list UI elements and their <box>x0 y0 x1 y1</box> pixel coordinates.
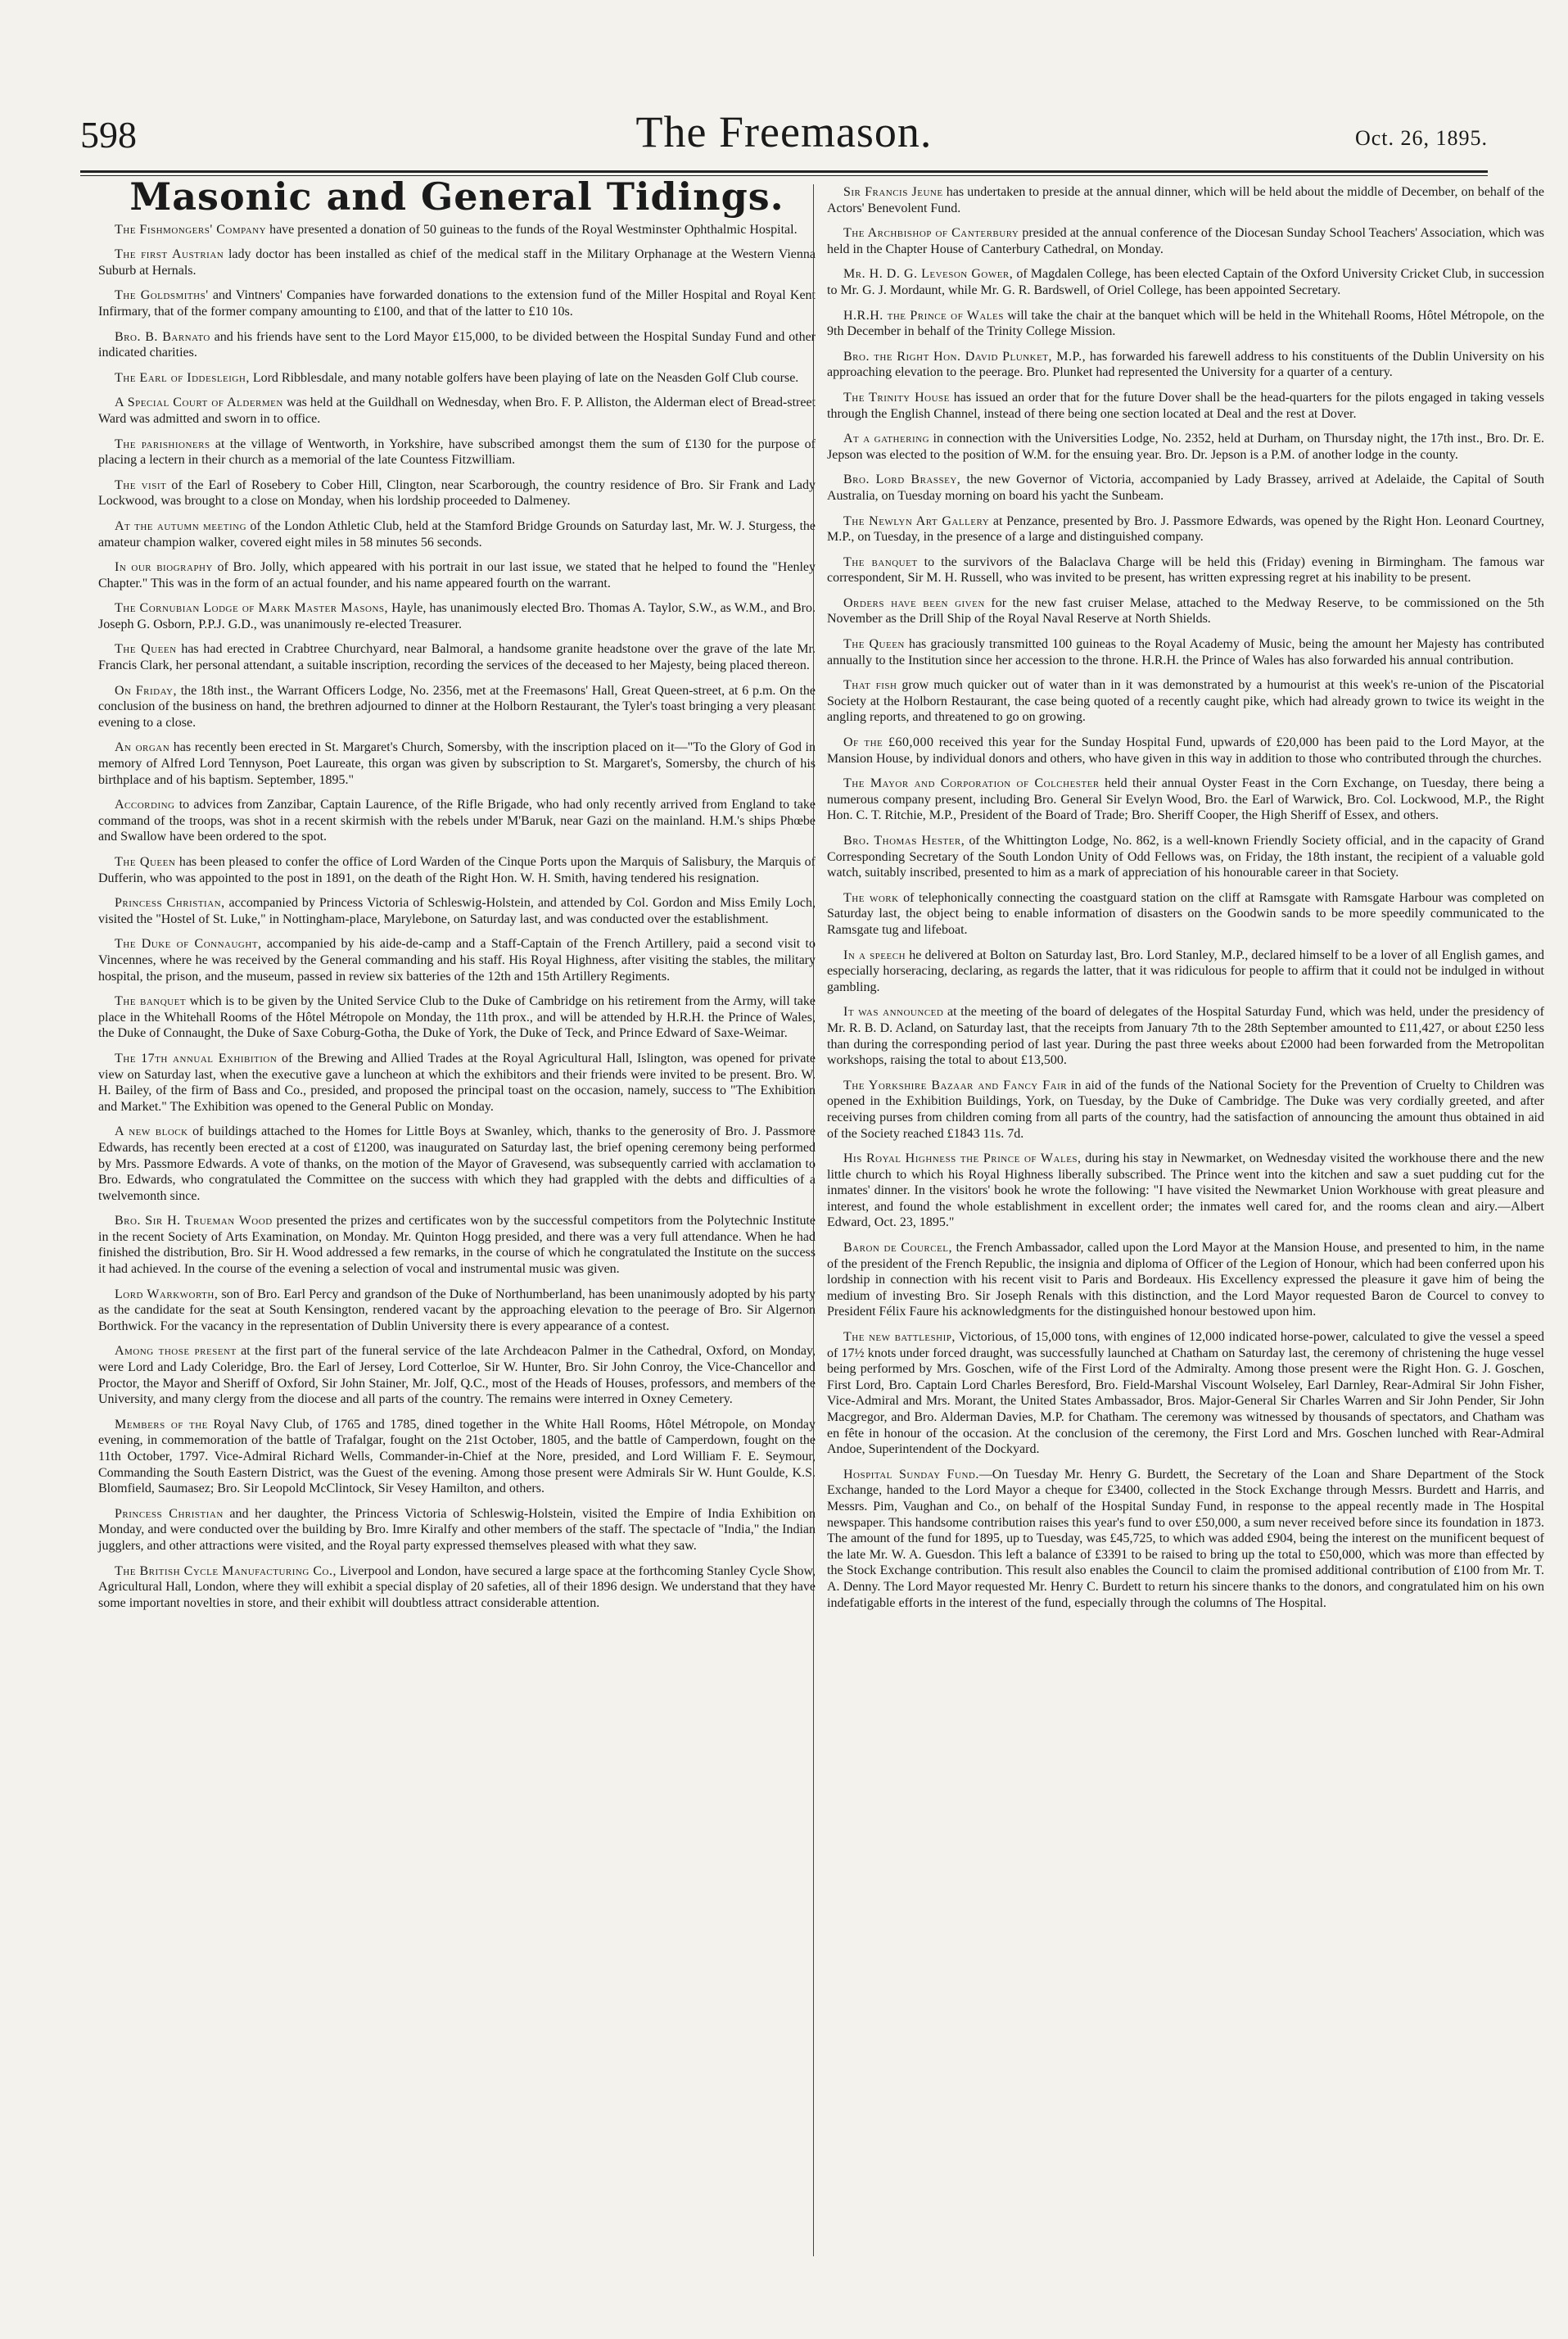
news-paragraph <box>827 1329 1544 1458</box>
paragraph-text: has recently been erected in St. Margaret's Church, Somersby, with the inscription placed on it—"To the Glory of God in memory of Alfred Lord Tennyson, Poet Laureate, this organ was given by subscription to St. Margaret's, Somersby, the church of his birthplace and of his baptism. September, 1895." <box>98 740 816 787</box>
news-paragraph <box>98 1213 816 1277</box>
paragraph-lead: At the autumn meeting <box>115 518 247 533</box>
paragraph-lead: The Fishmongers' Company <box>115 222 267 237</box>
paragraph-lead: The Earl of Iddesleigh, <box>115 370 250 385</box>
paragraph-lead: The first Austrian <box>115 247 224 262</box>
paragraph-text: Royal Navy Club, of 1765 and 1785, dined together in the White Hall Rooms, Hôtel Métropole, on Monday evening, in commemoration of the battle of Trafalgar, fought on the 21st October, 1805, and the battle of Camperdown, fought on the 11th October, 1797. Vice-Admiral Richard Wells, Commander-in-Chief at the Nore, presided, and Lord William F. E. Seymour, Commanding the South Eastern District, was the Guest of the evening. Among those present were Admirals Sir W. Hunt Goulde, K.S. Blomfield, Saumasez; Bro. Sir Leopold McClintock, Sir Vesey Hamilton, and others. <box>98 1417 816 1496</box>
paragraph-text: will take the chair at the banquet which will be held in the Whitehall Rooms, Hôtel Métropole, on the 9th December in behalf of the Trinity College Mission. <box>827 308 1544 339</box>
paragraph-text: in connection with the Universities Lodge, No. 2352, held at Durham, on Thursday night, the 17th inst., Bro. Dr. E. Jepson was elected to the position of W.M. for the ensuing year. Bro. Dr. Jepson is a P.M. of another lodge in the county. <box>827 432 1545 462</box>
paragraph-text: was held at the Guildhall on Wednesday, when Bro. F. P. Alliston, the Alderman elect of Bread-street Ward was admitted and sworn in to office. <box>98 396 816 426</box>
paragraph-text: has graciously transmitted 100 guineas to the Royal Academy of Music, being the amount her Majesty has contributed annually to the Institution since her accession to the throne. H.R.H. the Prince of Wales has also forwarded his annual contribution. <box>827 637 1544 667</box>
news-paragraph <box>827 735 1544 767</box>
paragraph-lead: Orders have been given <box>843 595 985 610</box>
paragraph-lead: The new battleship, <box>843 1330 956 1345</box>
paragraph-text: during his stay in Newmarket, on Wednesday visited the workhouse there and the new little church to which his Royal Highness liberally subscribed. The Prince went into the kitchen and saw a suet pudding cut for the inmates' dinner. In the visitors' book he wrote the following: "I have visited the Newmarket Union Workhouse with great pleasure and interest, and found the whole establishment in excellent order; the inmates well cared for, and the rooms clean and airy.—Albert Edward, Oct. 23, 1895." <box>827 1151 1544 1230</box>
news-paragraph <box>827 890 1544 939</box>
paragraph-lead: Sir Francis Jeune <box>843 185 943 199</box>
header-rule <box>80 170 1488 173</box>
paragraph-lead: The Queen <box>115 642 177 657</box>
paragraph-text: the 18th inst., the Warrant Officers Lodge, No. 2356, met at the Freemasons' Hall, Great Queen-street, at 6 p.m. On the conclusion of the business on hand, the brethren adjourned to dinner at the Holborn Restaurant, the Tyler's toast bringing a very pleasant evening to a close. <box>98 683 816 730</box>
news-paragraph <box>98 395 816 427</box>
news-paragraph <box>827 472 1544 504</box>
paragraph-lead: The 17th annual Exhibition <box>115 1051 278 1065</box>
paragraph-lead: On Friday, <box>115 683 177 698</box>
news-paragraph <box>827 1151 1544 1231</box>
paragraph-text: at the first part of the funeral service of the late Archdeacon Palmer in the Cathedral, Oxford, on Monday, were Lord and Lady Coleridge, Bro. the Earl of Jersey, Lord Cotterloe, Sir W. Hunter, Bro. Sir John Conroy, the Vice-Chancellor and Proctor, the Mayor and Sheriff of Oxford, Sir John Stainer, Mr. Jolf, Q.C., most of the Heads of Houses, professors, and members of the University, and many clergy from the diocese and all parts of the country. The remains were interred in Oxney Cemetery. <box>98 1344 816 1407</box>
news-paragraph <box>827 431 1544 463</box>
column-divider <box>813 184 814 2256</box>
news-paragraph <box>98 683 816 731</box>
paragraph-lead: The Trinity House <box>843 390 950 405</box>
paragraph-lead: Lord Warkworth, <box>115 1287 219 1301</box>
news-paragraph <box>98 993 816 1042</box>
page-header <box>80 106 1488 164</box>
paragraph-text: Victorious, of 15,000 tons, with engines of 12,000 indicated horse-power, calculated to give the vessel a speed of 17½ knots under forced draught, was successfully launched at Chatham on Saturday last, the ceremony of christening the huge vessel being performed by Mrs. Goschen, wife of the First Lord of the Admiralty. Among those present were the Right Hon. G. J. Goschen, First Lord, Bro. Captain Lord Charles Beresford, Bro. Field-Marshal Viscount Wolseley, Earl Darnley, Rear-Admiral Sir John Fisher, Vice-Admiral and Mrs. Morant, the United States Ambassador, Bros. Major-General Sir Charles Warren and Sir John Pender, Sir John Macgregor, and Bro. Alderman Davies, M.P. for Chatham. The ceremony was witnessed by thousands of spectators, and Chatham was en fête in honour of the occasion. At the conclusion of the ceremony, the First Lord and Mrs. Goschen lunched with Rear-Admiral Andoe, Superintendent of the Dockyard. <box>827 1330 1545 1457</box>
paragraph-text: accompanied by his aide-de-camp and a Staff-Captain of the French Artillery, paid a second visit to Vincennes, where he was received by the General commanding and his staff. His Royal Highness, after visiting the stables, the military hospital, the prison, and the museum, passed in review six batteries of the 12th and 15th Artillery Regiments. <box>98 937 816 984</box>
news-paragraph <box>98 247 816 278</box>
paragraph-text: he delivered at Bolton on Saturday last, Bro. Lord Stanley, M.P., declared himself to be a lover of all English games, and especially horseracing, declaring, as regards the latter, that it was ridiculous for people to affirm that it could not be indulged in without gambling. <box>827 948 1545 994</box>
paragraph-lead: H.R.H. the Prince of Wales <box>843 308 1004 323</box>
news-paragraph <box>98 641 816 673</box>
paragraph-text: in aid of the funds of the National Society for the Prevention of Cruelty to Children was opened in the Exhibition Buildings, York, on Tuesday, by the Duke of Cambridge. The Duke was very cordially greeted, and after receiving purses from children coming from all parts of the country, had the satisfaction of announcing the amount thus obtained in aid of the Society reached £1843 11s. 7d. <box>827 1078 1545 1141</box>
news-paragraph <box>98 370 816 387</box>
paragraph-text: —On Tuesday Mr. Henry G. Burdett, the Secretary of the Loan and Share Department of the Stock Exchange, handed to the Lord Mayor a cheque for £3400, collected in the Stock Exchange through Messrs. Burdett and Harris, and Messrs. Pim, Vaughan and Co., on behalf of the Hospital Sunday Fund, in response to the appeal recently made in The Hospital newspaper. This handsome contribution raises this year's fund to over £50,000, a sum never received before since its foundation in 1873. The amount of the fund for 1895, up to Tuesday, was £45,725, to which was added £904, being the interest on the munificent bequest of the late Mr. W. A. Guesdon. This left a balance of £3391 to be raised to bring up the total to £50,000, which was more than effected by the Stock Exchange contribution. This result also enables the Council to claim the promised additional contribution of £100 from Mr. T. A. Denny. The Lord Mayor requested Mr. Henry C. Burdett to return his sincere thanks to the donors, and congratulated him on his own indefatigable efforts in the interest of the fund, especially through the columns of The Hospital. <box>827 1467 1544 1610</box>
paragraph-lead: In our biography <box>115 560 213 575</box>
paragraph-text: presided at the annual conference of the Diocesan Sunday School Teachers' Association, which was held in the Chapter House of Canterbury Cathedral, on Monday. <box>827 226 1544 256</box>
paragraph-lead: Bro. B. Barnato <box>115 329 210 344</box>
paragraph-text: and her daughter, the Princess Victoria of Schleswig-Holstein, visited the Empire of India Exhibition on Monday, and were conducted over the building by Bro. Imre Kiralfy and other members of the staff. The spectacle of "India," the Indian jugglers, and other attractions were visited, and the Royal party expressed themselves pleased with what they saw. <box>98 1506 816 1553</box>
news-paragraph <box>827 776 1544 824</box>
paragraph-lead: Mr. H. D. G. Leveson Gower, <box>843 267 1014 282</box>
paragraph-lead: The Yorkshire Bazaar and Fancy Fair <box>843 1078 1068 1093</box>
news-paragraph <box>98 797 816 845</box>
news-paragraph <box>98 1124 816 1204</box>
paragraph-lead: Among those present <box>115 1344 237 1359</box>
right-column <box>827 184 1544 1620</box>
paragraph-text: has issued an order that for the future Dover shall be the head-quarters for the pilots engaged in taking vessels through the English Channel, instead of there being one section located at Deal and the rest at Dover. <box>827 390 1544 421</box>
paragraph-lead: The Cornubian Lodge of Mark Master Masons, <box>115 601 389 616</box>
news-paragraph <box>827 833 1544 881</box>
news-paragraph <box>827 1078 1544 1142</box>
page-number: 598 <box>80 114 137 156</box>
news-paragraph <box>98 1343 816 1407</box>
news-paragraph <box>98 287 816 319</box>
paragraph-lead: The work <box>843 890 899 905</box>
news-paragraph <box>98 1417 816 1497</box>
news-paragraph <box>827 595 1544 627</box>
issue-date: Oct. 26, 1895. <box>1354 126 1488 150</box>
paragraph-text: Lord Ribblesdale, and many notable golfers have been playing of late on the Neasden Golf Club course. <box>249 370 799 385</box>
paragraph-lead: The banquet <box>843 554 918 569</box>
paragraph-lead: Hospital Sunday Fund. <box>843 1467 979 1482</box>
news-paragraph <box>98 1506 816 1554</box>
paragraph-text: lady doctor has been installed as chief of the medical staff in the Military Orphanage at the Western Vienna Suburb at Hernals. <box>98 247 816 278</box>
news-paragraph <box>98 895 816 927</box>
paragraph-text: Liverpool and London, have secured a large space at the forthcoming Stanley Cycle Show, Agricultural Hall, London, where they will exhibit a special display of 20 safeties, all of their 1896 design. We understand that they have some important novelties in store, and their exhibit will doubtless attract considerable attention. <box>98 1563 816 1610</box>
paragraph-lead: The visit <box>115 477 167 492</box>
paragraph-text: son of Bro. Earl Percy and grandson of the Duke of Northumberland, has been unanimously adopted by his party as the candidate for the seat at South Kensington, rendered vacant by the approaching elevation to the peerage of Bro. Sir Algernon Borthwick. For the vacancy in the representation of Dublin University there is every appearance of a contest. <box>98 1287 816 1333</box>
paragraph-text: the new Governor of Victoria, accompanied by Lady Brassey, arrived at Adelaide, the Capital of South Australia, on Tuesday morning on board his yacht the Sunbeam. <box>827 473 1544 503</box>
paragraph-lead: Bro. Sir H. Trueman Wood <box>115 1214 273 1228</box>
paragraph-text: held their annual Oyster Feast in the Corn Exchange, on Tuesday, there being a numerous company present, including Bro. General Sir Evelyn Wood, Bro. the Earl of Warwick, Bro. Col. Lockwood, M.P., the Right Hon. C. T. Ritchie, M.P., President of the Board of Trade; Bro. Sheriff Cooper, the High Sheriff of Essex, and others. <box>827 776 1544 823</box>
paragraph-text: have presented a donation of 50 guineas to the funds of the Royal Westminster Ophthalmic Hospital. <box>266 222 798 237</box>
news-paragraph <box>827 677 1544 726</box>
paragraph-text: has had erected in Crabtree Churchyard, near Balmoral, a handsome granite headstone over the grave of the late Mr. Francis Clark, her personal attendant, a suitable inscription, recording the services of the deceased to her Majesty, being placed thereon. <box>98 642 816 673</box>
news-paragraph <box>98 518 816 550</box>
news-paragraph <box>827 225 1544 257</box>
paragraph-text: presented the prizes and certificates won by the successful competitors from the Polytechnic Institute in the recent Society of Arts Examination, on Monday. Mr. Quinton Hogg presided, and there was a very full attendance. When he had finished the distribution, Bro. Sir H. Wood addressed a few remarks, in the course of which he congratulated the Institute on the success it had achieved. In the course of the evening a selection of vocal and instrumental music was given. <box>98 1214 816 1277</box>
paragraph-lead: A new block <box>115 1124 188 1139</box>
paragraph-lead: The banquet <box>115 994 187 1009</box>
paragraph-text: the French Ambassador, called upon the Lord Mayor at the Mansion House, and presented to him, in the name of the president of the French Republic, the insignia and diploma of Officer of the Legion of Honour, which had been conferred upon his lordship in connection with his recent visit to Paris and Bordeaux. His Excellency expressed the pleasure it gave him of being the medium of investing Bro. Sir Joseph Renals with this distinction, and the Lord Mayor requested Baron de Courcel to convey to President Félix Faure his acknowledgments for the distinguished honour bestowed upon him. <box>827 1241 1544 1319</box>
paragraph-lead: Of the £60,000 <box>843 735 934 750</box>
paragraph-text: has forwarded his farewell address to his constituents of the Dublin University on his approaching elevation to the peerage. Bro. Plunket had represented the University for a quarter of a century. <box>827 349 1545 380</box>
news-paragraph <box>827 1467 1544 1611</box>
paragraph-lead: The Goldsmiths' <box>115 288 209 303</box>
paragraph-lead: In a speech <box>843 948 906 962</box>
paragraph-lead: A Special Court of Aldermen <box>115 396 283 410</box>
paragraph-text: of the Brewing and Allied Trades at the Royal Agricultural Hall, Islington, was opened for private view on Saturday last, when the executive gave a luncheon at which the exhibitors and their friends were invited to be present. Bro. W. H. Bailey, of the firm of Bass and Co., presided, and proposed the principal toast on the occasion, namely, success to "The Exhibition and Market." The Exhibition was opened to the General Public on Monday. <box>98 1051 816 1114</box>
paragraph-text: Hayle, has unanimously elected Bro. Thomas A. Taylor, S.W., as W.M., and Bro. Joseph G. Osborn, P.P.J. G.D., was unanimously re-elected Treasurer. <box>98 601 816 631</box>
news-paragraph <box>827 266 1544 298</box>
paragraph-text: for the new fast cruiser Melase, attached to the Medway Reserve, to be commissioned on the 5th November as the Drill Ship of the Royal Naval Reserve at North Shields. <box>827 595 1544 627</box>
paragraph-text: at the meeting of the board of delegates of the Hospital Saturday Fund, which was held, under the presidency of Mr. R. B. D. Acland, on Saturday last, that the receipts from January 7th to the 28th September amounted to £11,427, or about £250 less than during the corresponding period of last year. During the past three weeks about £2000 had been forwarded from the Metropolitan workshops, raising the total to about £13,500. <box>827 1005 1545 1068</box>
paragraph-lead: Baron de Courcel, <box>843 1241 953 1255</box>
paragraph-text: received this year for the Sunday Hospital Fund, upwards of £20,000 has been paid to the Lord Mayor, at the Mansion House, by individual donors and others, who have given in this way in addition to those who contributed through the churches. <box>827 735 1545 766</box>
news-paragraph <box>827 554 1544 586</box>
paragraph-lead: The parishioners <box>115 437 210 451</box>
paragraph-lead: Princess Christian, <box>115 896 225 911</box>
news-paragraph <box>827 349 1544 381</box>
paragraph-lead: At a gathering <box>843 432 930 446</box>
paragraph-text: of the Earl of Rosebery to Cober Hill, Clington, near Scarborough, the country residence of Bro. Sir Frank and Lady Lockwood, was brought to a close on Monday, when his lordship proceeded to Dalmeney. <box>98 477 816 509</box>
news-paragraph <box>98 1563 816 1612</box>
paragraph-text: grow much quicker out of water than in it was demonstrated by a humourist at this week's re-union of the Piscatorial Society at the Holborn Restaurant, the case being quoted of a recently caught pike, which had already grown to twice its weight in the angling reports, and threatened to go on growing. <box>827 678 1544 725</box>
paragraph-lead: Bro. Lord Brassey, <box>843 473 961 487</box>
paragraph-lead: The Mayor and Corporation of Colchester <box>843 776 1100 791</box>
news-paragraph <box>98 437 816 468</box>
section-title: Masonic and General Tidings. <box>129 174 784 219</box>
paragraph-lead: The British Cycle Manufacturing Co., <box>115 1563 337 1578</box>
news-paragraph <box>98 854 816 886</box>
paragraph-lead: The Duke of Connaught, <box>115 937 262 952</box>
paragraph-text: accompanied by Princess Victoria of Schleswig-Holstein, and attended by Col. Gordon and Miss Emily Loch, visited the "Hostel of St. Luke," in Nottingham-place, Marylebone, on Saturday last, and was conducted over the establishment. <box>98 896 816 926</box>
news-paragraph <box>98 600 816 632</box>
paragraph-text: to the survivors of the Balaclava Charge will be held this (Friday) evening in Birmingham. The famous war correspondent, Sir M. H. Russell, who was invited to be present, has written expressing regret at his inability to be present. <box>827 554 1544 586</box>
news-paragraph <box>827 513 1544 545</box>
paragraph-lead: Princess Christian <box>115 1506 224 1521</box>
news-paragraph <box>98 559 816 591</box>
paragraph-text: of Bro. Jolly, which appeared with his portrait in our last issue, we stated that he helped to found the "Henley Chapter." This was in the form of an actual founder, and his name appeared fourth on the warrant. <box>98 560 816 590</box>
paragraph-lead: An organ <box>115 740 170 755</box>
paragraph-lead: The Queen <box>115 855 176 869</box>
paragraph-text: of telephonically connecting the coastguard station on the cliff at Ramsgate with Ramsgate Harbour was completed on Saturday last, the object being to enable information of disasters on the Goodwin sands to be more speedily communicated to the Ramsgate tug and lifeboat. <box>827 890 1545 937</box>
paragraph-lead: According <box>115 798 175 812</box>
left-column <box>98 174 816 1620</box>
news-paragraph <box>827 308 1544 340</box>
news-paragraph <box>98 936 816 984</box>
paragraph-lead: The Newlyn Art Gallery <box>843 513 990 528</box>
paragraph-lead: It was announced <box>843 1005 944 1020</box>
paragraph-text: has undertaken to preside at the annual dinner, which will be held about the middle of December, on behalf of the Actors' Benevolent Fund. <box>827 185 1544 215</box>
news-paragraph <box>98 222 816 238</box>
news-paragraph <box>827 184 1544 216</box>
paragraph-text: at the village of Wentworth, in Yorkshire, have subscribed amongst them the sum of £130 for the purpose of placing a lectern in their church as a memorial of the late Countess Fitzwilliam. <box>98 437 816 468</box>
paragraph-text: and his friends have sent to the Lord Mayor £15,000, to be divided between the Hospital Sunday Fund and other indicated charities. <box>98 329 816 360</box>
paragraph-lead: Bro. Thomas Hester, <box>843 834 965 848</box>
paragraph-text: of Magdalen College, has been elected Captain of the Oxford University Cricket Club, in succession to Mr. G. J. Mordaunt, while Mr. G. R. Bardswell, of Oriel College, has been appointed Secretary. <box>827 267 1545 297</box>
news-paragraph <box>827 636 1544 668</box>
paragraph-text: at Penzance, presented by Bro. J. Passmore Edwards, was opened by the Right Hon. Leonard Courtney, M.P., on Tuesday, in the presence of a large and distinguished company. <box>827 513 1545 545</box>
news-paragraph <box>98 1051 816 1115</box>
paragraph-text: and Vintners' Companies have forwarded donations to the extension fund of the Miller Hospital and Royal Kent Infirmary, that of the former company amounting to £100, and that of the latter to £10 10s. <box>98 288 816 319</box>
news-paragraph <box>827 1004 1544 1068</box>
news-paragraph <box>98 477 816 509</box>
news-paragraph <box>827 948 1544 996</box>
paragraph-text: to advices from Zanzibar, Captain Laurence, of the Rifle Brigade, who had only recently arrived from England to take command of the troops, was shot in a recent skirmish with the rebels under M'Baruk, near Gazi on the mainland. H.M.'s ships Phœbe and Swallow have been ordered to the spot. <box>98 798 816 844</box>
paragraph-text: of the London Athletic Club, held at the Stamford Bridge Grounds on Saturday last, Mr. W. J. Sturgess, the amateur champion walker, covered eight miles in 58 minutes 56 seconds. <box>98 518 816 550</box>
paragraph-lead: Bro. the Right Hon. David Plunket, M.P., <box>843 349 1087 364</box>
paragraph-lead: Members of the <box>115 1417 208 1432</box>
paragraph-lead: That fish <box>843 678 897 693</box>
paragraph-text: of the Whittington Lodge, No. 862, is a well-known Friendly Society official, and in the capacity of Grand Corresponding Secretary of the South London Unity of Odd Fellows was, on Friday, the 18th instant, the recipient of a valuable gold watch, suitably inscribed, presented to him as a mark of appreciation of his honourable career in that Society. <box>827 834 1544 880</box>
paragraph-text: of buildings attached to the Homes for Little Boys at Swanley, which, thanks to the generosity of Bro. J. Passmore Edwards, has recently been erected at a cost of £1200, was inaugurated on Saturday last, the brief opening ceremony being performed by Mrs. Passmore Edwards. A vote of thanks, on the motion of the Mayor of Gravesend, was subsequently carried with acclamation to Bro. Edwards, who congratulated the Committee on the success with which they had grappled with the debts and difficulties of a twelvemonth since. <box>98 1124 816 1203</box>
news-paragraph <box>827 1240 1544 1320</box>
paragraph-lead: The Queen <box>843 637 905 652</box>
paragraph-lead: His Royal Highness the Prince of Wales, <box>843 1151 1082 1166</box>
paragraph-text: which is to be given by the United Service Club to the Duke of Cambridge on his retirement from the Army, will take place in the Whitehall Rooms of the Hôtel Métropole on Monday, the 11th prox., and will be attended by H.R.H. the Prince of Wales, the Duke of Connaught, the Duke of Saxe Coburg-Gotha, the Duke of York, the Duke of Teck, and Prince Edward of Saxe-Weimar. <box>98 994 816 1041</box>
masthead-title: The Freemason. <box>635 107 933 156</box>
paragraph-text: has been pleased to confer the office of Lord Warden of the Cinque Ports upon the Marquis of Salisbury, the Marquis of Dufferin, who was appointed to the post in 1891, on the death of the Right Hon. W. H. Smith, having tendered his resignation. <box>98 855 816 885</box>
news-paragraph <box>98 1287 816 1335</box>
news-paragraph <box>98 740 816 788</box>
news-paragraph <box>98 329 816 361</box>
paragraph-lead: The Archbishop of Canterbury <box>843 226 1019 241</box>
news-paragraph <box>827 390 1544 422</box>
